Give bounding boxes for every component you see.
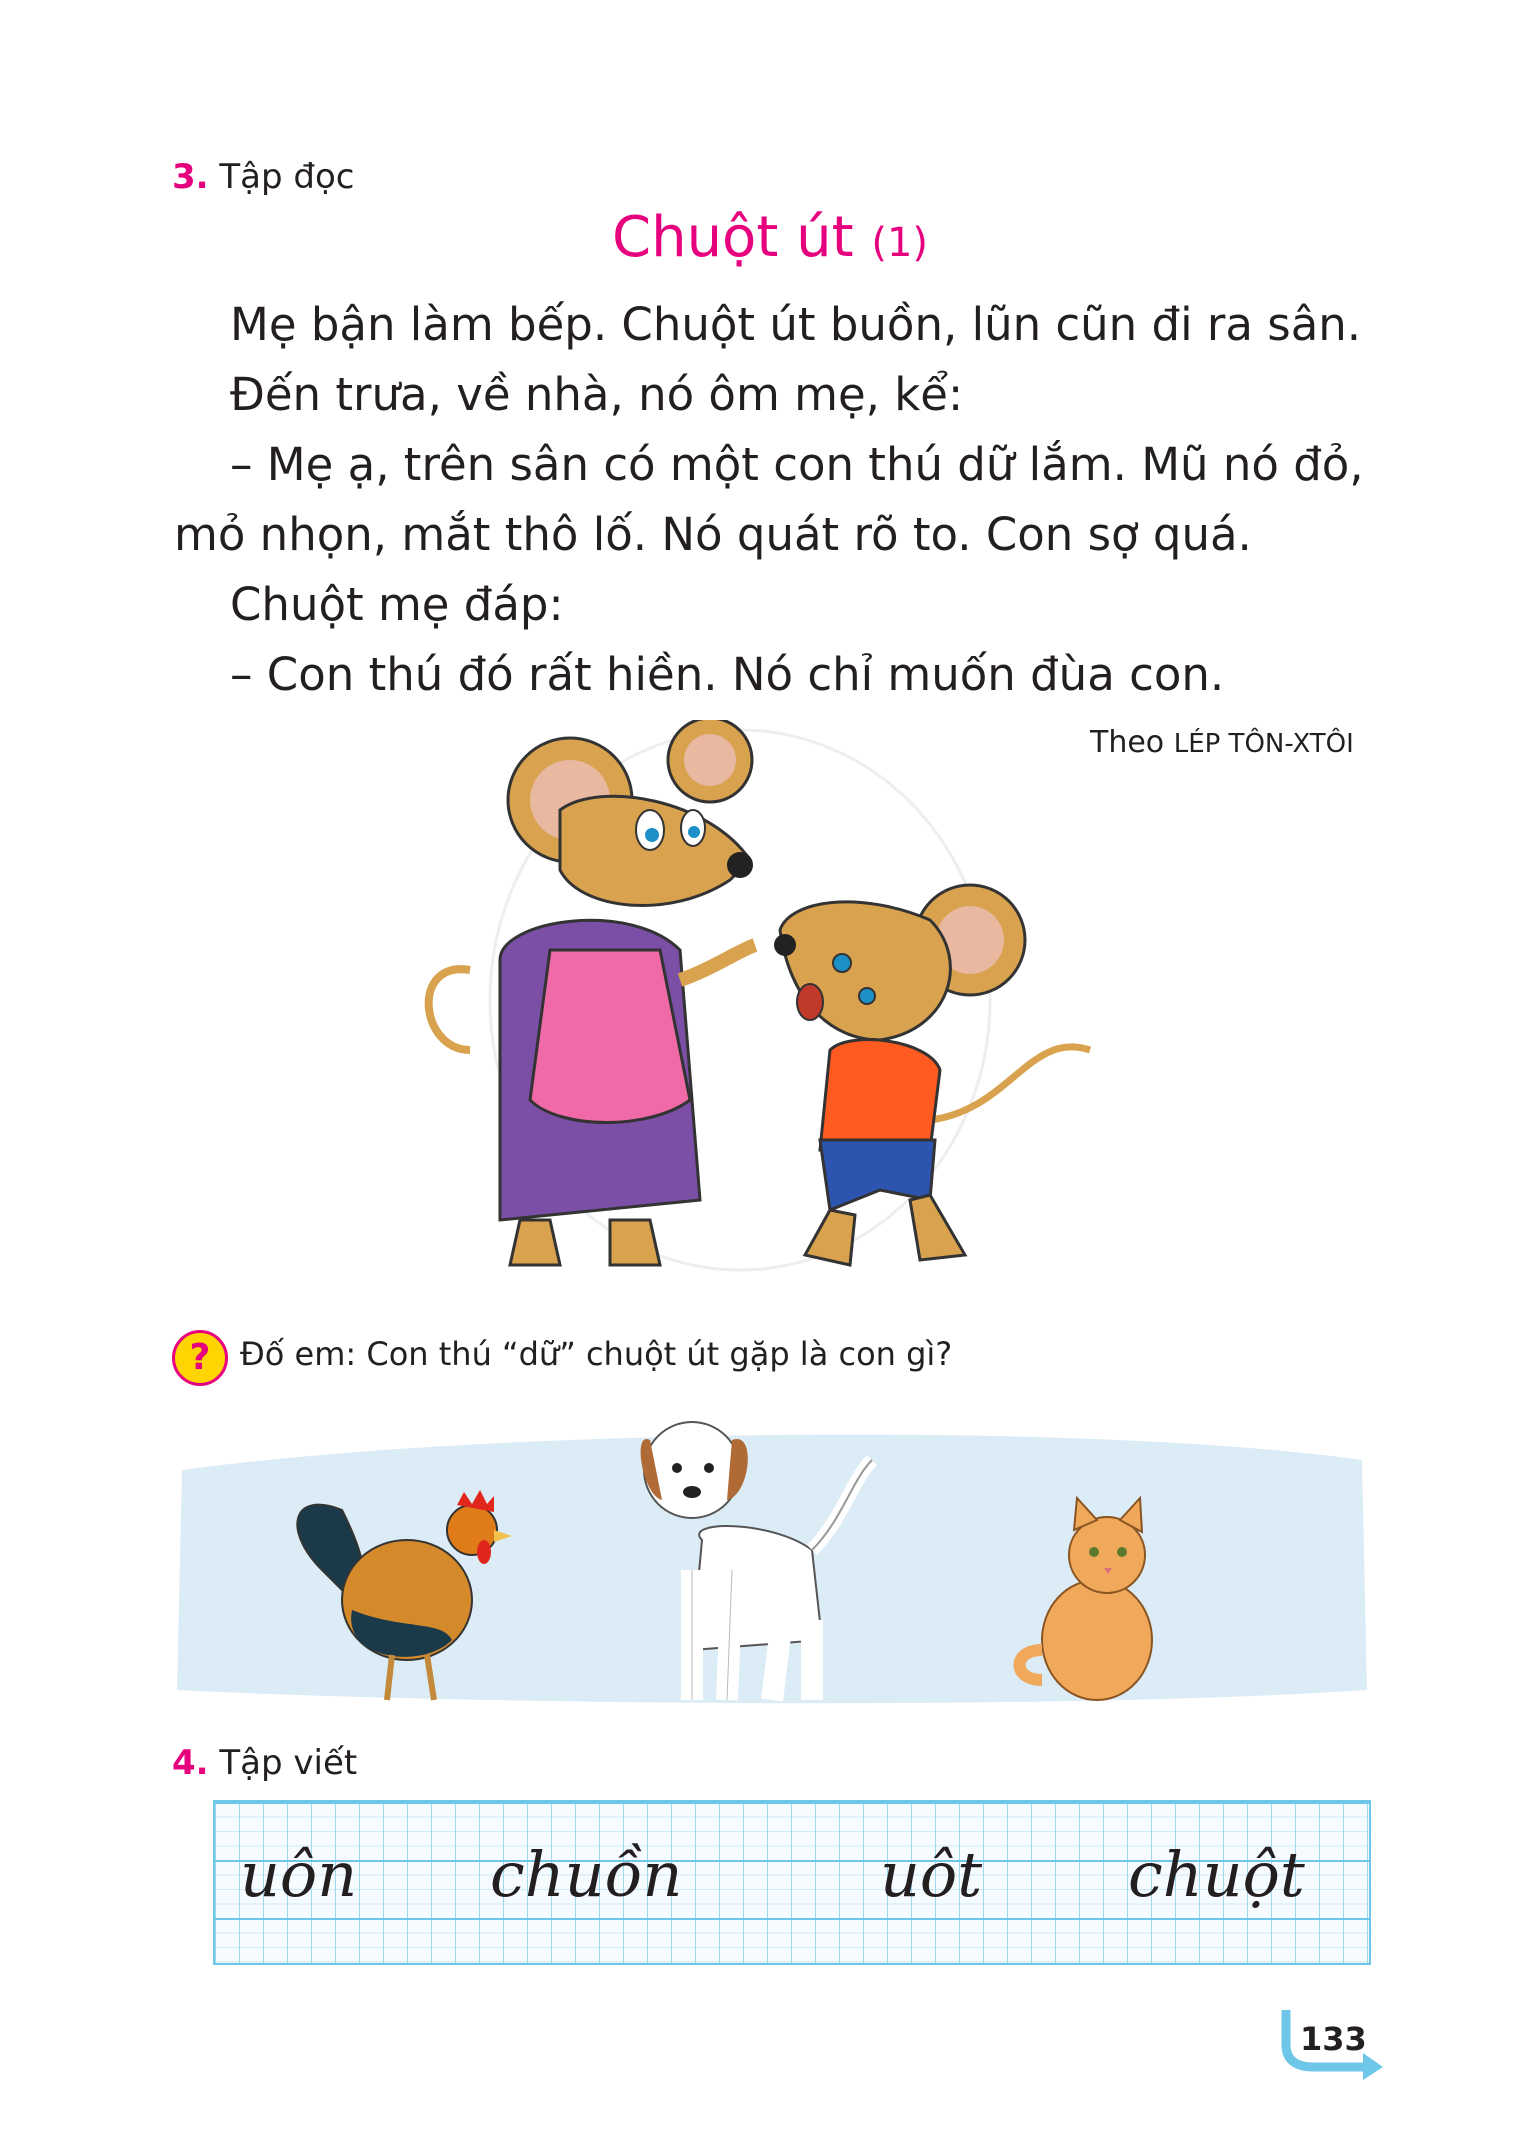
section-label: Tập viết xyxy=(219,1743,358,1783)
story-title-text: Chuột út xyxy=(611,205,854,270)
story-title xyxy=(0,205,1520,270)
story-line-5: Chuột mẹ đáp: xyxy=(230,578,564,631)
mice-illustration xyxy=(410,720,1170,1290)
credit-prefix: Theo xyxy=(1090,725,1165,760)
cursive-word-4: chuột xyxy=(1128,1838,1305,1911)
story-line-1: Mẹ bận làm bếp. Chuột út buồn, lũn cũn đi ra sân. xyxy=(230,298,1362,351)
little-mouse xyxy=(774,885,1090,1265)
question-text: Đố em: Con thú “dữ” chuột út gặp là con gì? xyxy=(240,1335,953,1373)
cursive-word-3: uôt xyxy=(880,1838,983,1911)
section-number: 3. xyxy=(172,157,209,197)
cursive-word-1: uôn xyxy=(240,1838,358,1911)
story-line-3: – Mẹ ạ, trên sân có một con thú dữ lắm. Mũ nó đỏ, xyxy=(230,438,1364,491)
story-line-4: mỏ nhọn, mắt thô lố. Nó quát rõ to. Con sợ quá. xyxy=(174,508,1252,561)
story-part: (1) xyxy=(871,220,929,266)
mother-mouse xyxy=(429,720,755,1265)
page-number: 133 xyxy=(1300,2020,1367,2058)
reading-section-heading xyxy=(172,157,354,197)
section-label: Tập đọc xyxy=(219,157,355,197)
cursive-word-2: chuồn xyxy=(490,1838,683,1911)
story-line-6: – Con thú đó rất hiền. Nó chỉ muốn đùa con. xyxy=(230,648,1225,701)
story-line-2: Đến trưa, về nhà, nó ôm mẹ, kể: xyxy=(230,368,964,421)
credit-author: LÉP TÔN-XTÔI xyxy=(1173,729,1354,759)
section-number: 4. xyxy=(172,1743,209,1783)
animals-illustration xyxy=(172,1400,1372,1710)
question-icon: ? xyxy=(172,1330,228,1386)
writing-section-heading xyxy=(172,1743,357,1783)
